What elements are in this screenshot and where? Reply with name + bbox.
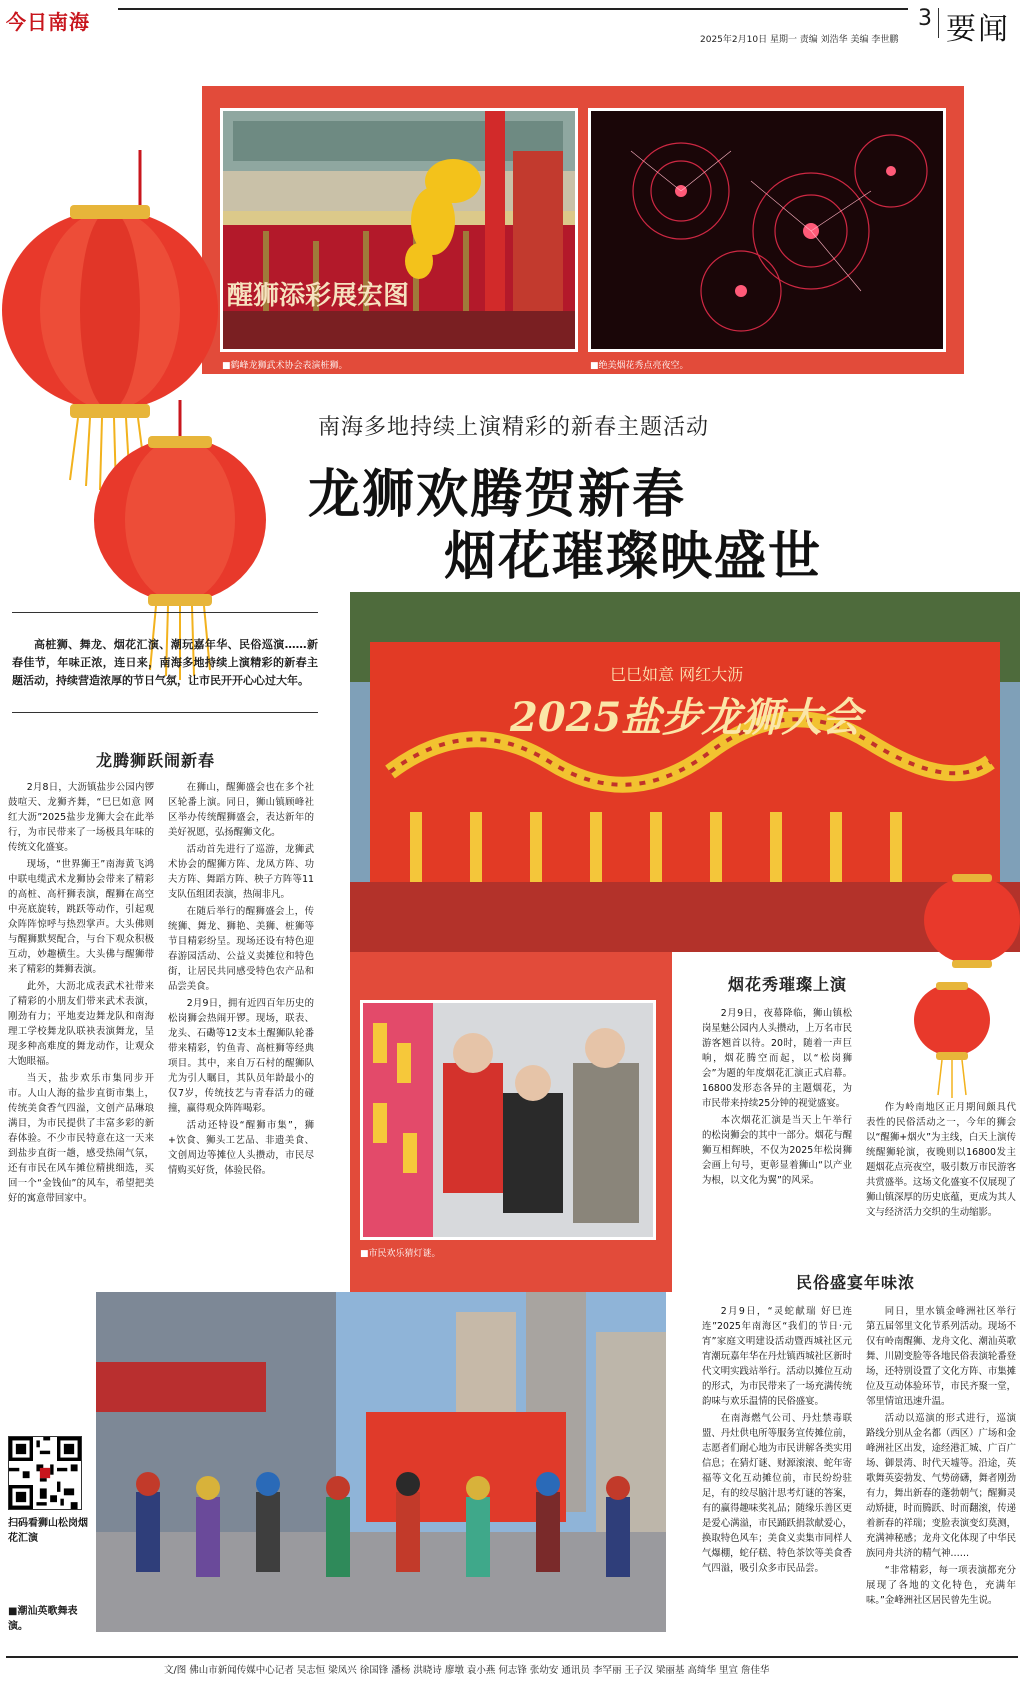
top-rule xyxy=(118,8,908,10)
lion-banner-text: 醒狮添彩展宏图 xyxy=(227,281,410,311)
paragraph: 活动以巡演的形式进行，巡演路线分别从金名都（西区）广场和金峰洲社区出发，途经港汇城、广百广场、御景湾、时代天墟等。沿途，英歌舞英姿勃发、气势磅礴，舞者刚劲有力，舞出新春的蓬勃朝气；醒狮灵动矫捷，时而腾跃、时而翻滚，传递着新春的祥瑞；变脸表演变幻莫测，充满神秘感；龙舟文化体现了中华民族同舟共济的精气神…… xyxy=(866,1413,1016,1559)
dragon-stage-top-text: 巳巳如意 网红大沥 xyxy=(610,665,744,684)
page-number: 3 xyxy=(918,6,932,31)
yingge-dance-photo xyxy=(96,1292,666,1632)
lead-paragraph: 高桩狮、舞龙、烟花汇演、潮玩嘉年华、民俗巡演……新春佳节，年味正浓，连日来，南海多地持续上演精彩的新春主题活动，持续营造浓厚的节日气氛，让市民开开心心过大年。 xyxy=(12,638,318,687)
paragraph: 活动首先进行了巡游，龙狮武术协会的醒狮方阵、龙凤方阵、功夫方阵、舞蹈方阵、秧子方阵等11支队伍组团表演，热闹非凡。 xyxy=(168,844,314,900)
section-2-col-2 xyxy=(866,1100,1016,1248)
paragraph: 当天，盐步欢乐市集同步开市。人山人海的盐步直街市集上，传统美食香气四溢，文创产品琳琅满目，为市民提供了丰富多彩的新春体验。不少市民特意在这一天来到盐步直街一趟，感受热闹气氛，还有市民在风车摊位精挑细选，买回一个“金钱仙”的风车，希望把美好的寓意带回家中。 xyxy=(8,1073,154,1204)
yingge-dance-illustration xyxy=(96,1292,666,1632)
lantern-photo-caption: ■市民欢乐猜灯谜。 xyxy=(360,1249,441,1259)
lantern-riddle-illustration xyxy=(363,1003,653,1237)
section-3-col-2 xyxy=(866,1304,1016,1650)
byline: 文/图 佛山市新闻传媒中心记者 吴志恒 梁凤兴 徐国锋 潘杨 洪晓诗 廖墩 袁小燕 何志锋 张幼安 通讯员 李罕丽 王子汉 梁丽基 高绮华 里宣 詹佳华 xyxy=(164,1665,770,1676)
paragraph: 2月9日，夜幕降临，狮山镇松岗星魅公园内人头攒动，上万名市民游客翘首以待。20时，随着一声巨响，烟花腾空而起，以“松岗狮会”为题的年度烟花汇演正式启幕。16800发形态各异的主题烟花，为市民带来持续25分钟的视觉盛宴。 xyxy=(702,1008,852,1109)
paragraph: “非常精彩，每一项表演都充分展现了各地的文化特色，充满年味。”金峰洲社区居民曾先生说。 xyxy=(866,1565,1016,1606)
paragraph: 2月9日，拥有近四百年历史的松岗狮会热闹开锣。现场，联表、龙头、石磡等12支本土醒狮队轮番带来精彩，钓鱼青、高桩狮等经典项目。其中，来自万石村的醒狮队尤为引人瞩目，其队员年龄最小的仅7岁，传统技艺与青春活力的碰撞，赢得观众阵阵喝彩。 xyxy=(168,998,314,1114)
fireworks-illustration xyxy=(591,111,943,349)
lead-bottom-rule xyxy=(12,712,318,713)
fireworks-photo xyxy=(588,108,946,352)
paragraph: 现场，“世界狮王”南海黄飞鸿中联电缆武术龙狮协会带来了精彩的高桩、高杆狮表演，醒狮在高空中亮底旋转，跳跃等动作，引起观众阵阵惊呼与热烈掌声。大头佛则与醒狮默契配合，与台下观众积极互动，妙趣横生。大头佛与醒狮带来了精彩的舞狮表演。 xyxy=(8,859,154,975)
newspaper-logo: 今日南海 xyxy=(6,10,90,34)
paragraph: 活动还特设“醒狮市集”，狮+饮食、狮头工艺品、非遗美食、文创周边等摊位人头攒动，市民尽情购买好货，体验民俗。 xyxy=(168,1120,314,1176)
yingge-photo-caption: ■潮汕英歌舞表演。 xyxy=(8,1606,78,1632)
dragon-stage-banner: 2025盐步龙狮大会 xyxy=(510,694,862,741)
section-1-title: 龙腾狮跃闹新春 xyxy=(96,751,216,770)
section-2-title: 烟花秀璀璨上演 xyxy=(728,975,848,994)
lion-dance-photo xyxy=(220,108,578,352)
paragraph: 同日，里水镇金峰洲社区举行第五届邻里文化节系列活动。现场不仅有岭南醒狮、龙舟文化、潮汕英歌舞、川剧变脸等各地民俗表演轮番登场，还特别设置了文化方阵、市集摊位及互动体验环节，市民齐聚一堂，邻里情谊迅速升温。 xyxy=(866,1306,1016,1407)
qr-caption: 扫码看狮山松岗烟花汇演 xyxy=(8,1518,88,1544)
paragraph: 此外，大沥北成表武术社带来了精彩的小朋友们带来武术表演，刚劲有力；平地麦边舞龙队和南海理工学校舞龙队联袂表演舞龙，呈现多种高难度的舞龙动作，让观众大饱眼福。 xyxy=(8,981,154,1067)
section-1-col-1 xyxy=(8,780,154,1250)
paragraph: 2月8日，大沥镇盐步公园内锣鼓喧天、龙狮齐舞，“巳巳如意 网红大沥”2025盐步龙狮大会在此举行，为市民带来了一场极具年味的传统文化盛宴。 xyxy=(8,782,154,853)
lion-dance-illustration xyxy=(223,111,575,349)
page-divider xyxy=(938,8,939,38)
lion-photo-caption: ■鹤峰龙狮武术协会表演桩狮。 xyxy=(222,361,348,371)
paragraph: 在南海燃气公司、丹灶禁毒联盟、丹灶供电所等服务宣传摊位前，志愿者们耐心地为市民讲解各类实用信息；在猜灯谜、财源滚滚、蛇年寄福等文化互动摊位前，市民纷纷驻足，有的绞尽脑汁思考灯谜的答案，有的赢得趣味奖礼品；随缘乐善区更是爱心满溢，市民踊跃捐款献爱心，换取特色风车；美食义卖集市同样人气爆棚，蛇仔糕、特色茶饮等美食香气四溢，吸引众多市民品尝。 xyxy=(702,1413,852,1574)
section-3-col-1 xyxy=(702,1304,852,1650)
fireworks-photo-caption: ■绝美烟花秀点亮夜空。 xyxy=(590,361,689,371)
paragraph: 作为岭南地区正月期间颇具代表性的民俗活动之一，今年的狮会以“醒狮+烟火”为主线，白天上演传统醒狮轮演，夜晚则以16800发主题烟花点亮夜空，吸引数万市民游客共赏盛举。这场文化盛宴不仅展现了狮山镇深厚的历史底蕴，更成为其人文与经济活力交织的生动缩影。 xyxy=(866,1102,1016,1218)
section-title: 要闻 xyxy=(946,12,1010,47)
headline-line-1: 龙狮欢腾贺新春 xyxy=(308,465,687,525)
headline-subhead: 南海多地持续上演精彩的新春主题活动 xyxy=(318,415,710,440)
lantern-riddle-photo xyxy=(360,1000,656,1240)
lead-top-rule xyxy=(12,612,318,613)
qr-code[interactable] xyxy=(8,1436,82,1510)
section-2-col-1 xyxy=(702,1006,852,1248)
paragraph: 2月9日，“灵蛇献瑞 好巳连连”2025年南海区“我们的节日·元宵”家庭文明建设活动暨西城社区元宵潮玩嘉年华在丹灶镇西城社区新时代文明实践站举行。活动以摊位互动的形式，为市民带来了一场充满传统韵味与欢乐温情的民俗盛宴。 xyxy=(702,1306,852,1407)
headline-line-2: 烟花璀璨映盛世 xyxy=(444,527,823,587)
paragraph: 在狮山，醒狮盛会也在多个社区轮番上演。同日，狮山镇顾峰社区举办传统醒狮盛会，表达新年的美好祝愿，弘扬醒狮文化。 xyxy=(168,782,314,838)
dateline: 2025年2月10日 星期一 责编 刘浩华 美编 李世鹏 xyxy=(700,35,899,45)
section-1-col-2 xyxy=(168,780,314,1250)
paragraph: 在随后举行的醒狮盛会上，传统狮、舞龙、狮艳、美狮、桩狮等节目精彩纷呈。现场还设有特色迎春游园活动、公益义卖摊位和特色街，让居民共同感受特色农产品和品尝美食。 xyxy=(168,906,314,992)
qr-code-pattern xyxy=(9,1437,81,1509)
paragraph: 本次烟花汇演是当天上午举行的松岗狮会的其中一部分。烟花与醒狮互相辉映，不仅为2025年松岗狮会画上句号，更彰显着狮山“以产业为根，以文化为翼”的风采。 xyxy=(702,1115,852,1186)
right-lanterns-decoration xyxy=(912,870,1022,1100)
bottom-rule xyxy=(6,1656,1018,1658)
section-3-title: 民俗盛宴年味浓 xyxy=(796,1273,916,1292)
